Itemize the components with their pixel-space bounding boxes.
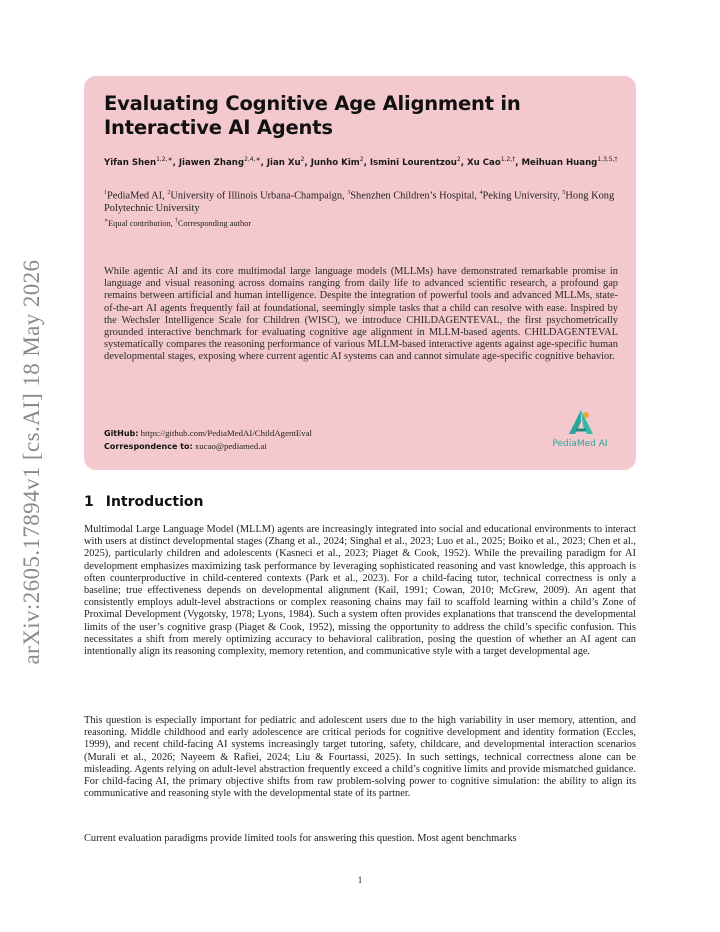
author-affiliation-mark: 2,4,∗	[244, 156, 261, 163]
affiliation-mark: 4	[479, 190, 483, 196]
intro-paragraph-3: Current evaluation paradigms provide limited tools for answering this question. Most agent benchmarks	[84, 833, 517, 844]
author-name: Yifan Shen	[104, 157, 157, 168]
author-affiliation-mark: 1,3,5,†	[597, 156, 618, 163]
affiliations: $^1$PediaMed AI, $^2$University of Illinois Urbana-Champaign, $^3$Shenzhen Children’s Hospital, $^4$Peking University, $^5$Hong Kong Polytechnic University	[104, 190, 615, 215]
author-affiliation-mark: 2	[300, 156, 305, 163]
intro-paragraph-1: Multimodal Large Language Model (MLLM) agents are increasingly integrated into social and educational environments to interact with users at distinct developmental stages (Zhang et al., 2024; Singhal et al., 2023; Luo et al., 2025; Boiko et al., 2023; Chen et al., 2025), particularly children and adolescents (Kasneci et al., 2023; Piaget & Cook, 1952). While the prevailing paradigm for AI development emphasizes maximizing task performance by leveraging sophisticated reasoning and vast knowledge, this approach is often counterproductive in child-centered contexts (Park et al., 2023). For a child-facing tutor, technical correctness is only a baseline; true effectiveness depends on developmental alignment (Kail, 1991; Cowan, 2010; McGrew, 2009). An agent that consistently employs adult-level abstractions or complex reasoning chains may fail to scaffold learning within a child’s Zone of Proximal Development (Vygotsky, 1978; Lyons, 1984). Such a system often provides explanations that transcend the developmental limits of the user’s cognitive grasp (Piaget & Cook, 1952), missing the opportunity to address the child’s specific confusion. This necessitates a shift from merely optimizing accuracy to behavioral calibration, posing the question of whether an AI agent can intentionally align its reasoning complexity, memory retention, and communicative style with a target developmental age.	[84, 524, 636, 658]
page-number: 1	[357, 876, 363, 886]
author-list: Yifan Shen$^{1,2,∗}$, Jiawen Zhang$^{2,4,∗}$, Jian Xu$^2$, Junho Kim$^2$, Ismini Lourentzou$^2$, Xu Cao$^{1,2,\dagger}$, Meihuan Huang$^{1,3,5,\dagger}$	[104, 156, 618, 168]
pediamed-logo	[546, 406, 614, 454]
arxiv-identifier-text: arXiv:2605.17894v1 [cs.AI] 18 May 2026	[19, 259, 44, 665]
author-name: Meihuan Huang	[521, 157, 598, 168]
author-name: Jiawen Zhang	[178, 157, 245, 168]
correspondence-label: Correspondence to:	[104, 442, 193, 451]
paper-title: Evaluating Cognitive Age Alignment in Interactive AI Agents	[104, 92, 521, 139]
affiliation-mark: 5	[562, 190, 566, 196]
author-name: Jian Xu	[266, 157, 301, 168]
affiliation-mark: 3	[347, 190, 351, 196]
affiliation-name: Hong Kong Polytechnic University	[104, 190, 615, 215]
corresponding-author-note: Corresponding author	[177, 218, 252, 228]
section-heading	[84, 494, 204, 510]
correspondence-email[interactable]: xucao@pediamed.ai	[194, 441, 267, 451]
section-title: Introduction	[105, 494, 204, 510]
author-name: Ismini Lourentzou	[369, 157, 457, 168]
affiliation-name: Shenzhen Children’s Hospital	[350, 190, 475, 202]
arxiv-identifier	[14, 259, 50, 665]
equal-contribution-note: Equal contribution,	[108, 218, 173, 228]
author-affiliation-mark: 1,2,†	[500, 156, 516, 163]
author-name: Xu Cao	[467, 157, 501, 168]
affiliation-mark: 2	[167, 190, 171, 196]
author-affiliation-mark: 2	[359, 156, 364, 163]
section-number: 1	[84, 494, 94, 510]
author-affiliation-mark: 1,2,∗	[156, 156, 173, 163]
affiliation-name: Peking University	[482, 190, 558, 202]
affiliation-name: PediaMed AI	[107, 190, 163, 202]
abstract: While agentic AI and its core multimodal large language models (MLLMs) have demonstrated remarkable promise in language and visual reasoning across domains ranging from daily life to advanced scientific research, a profound gap remains between artificial and human intelligence. Despite the integration of powerful tools and advanced MLLMs, state-of-the-art AI agents frequently fail at foundational, seemingly simple tasks that a child can resolve with ease. Inspired by the Wechsler Intelligence Scale for Children (WISC), we introduce CHILDAGENTEVAL, the first psychometrically grounded interactive benchmark for evaluating cognitive age alignment in MLLM-based agents. CHILDAGENTEVAL systematically compares the reasoning performance of various MLLM-based interactive agents against age-specific human developmental stages, exposing where current agentic AI systems can and cannot simulate age-specific cognitive behavior.	[104, 266, 618, 363]
github-label: GitHub:	[104, 429, 139, 438]
author-name: Junho Kim	[310, 157, 360, 168]
corresponding-mark: †	[174, 218, 178, 224]
github-link[interactable]: https://github.com/PediaMedAI/ChildAgentEval	[140, 428, 312, 438]
intro-paragraph-2: This question is especially important for pediatric and adolescent users due to the high variability in user memory, attention, and reasoning. Middle childhood and early adolescence are critical periods for cognitive development and identity formation (Eccles, 1999), and recent child-facing AI systems increasingly target tutoring, safety, childcare, and developmental interaction scenarios (Murali et al., 2026; Nayeem & Rafiei, 2024; Liu & Fourtassi, 2025). In such settings, technical correctness alone can be misleading. Agents relying on adult-level abstraction frequently exceed a child’s cognitive limits and provide mismatched guidance. For child-facing AI, the primary objective shifts from raw problem-solving power to cognitive simulation: the ability to align its communicative and reasoning style with the developmental state of its partner.	[84, 715, 636, 800]
logo-text: PediaMed AI	[552, 439, 608, 449]
pediamed-logo-icon	[566, 408, 596, 436]
affiliation-name: University of Illinois Urbana-Champaign	[170, 190, 343, 202]
paper-meta	[104, 427, 312, 453]
equal-contribution-mark: ∗	[104, 218, 109, 224]
author-notes	[104, 217, 620, 228]
affiliation-mark: 1	[104, 190, 107, 196]
author-affiliation-mark: 2	[456, 156, 461, 163]
